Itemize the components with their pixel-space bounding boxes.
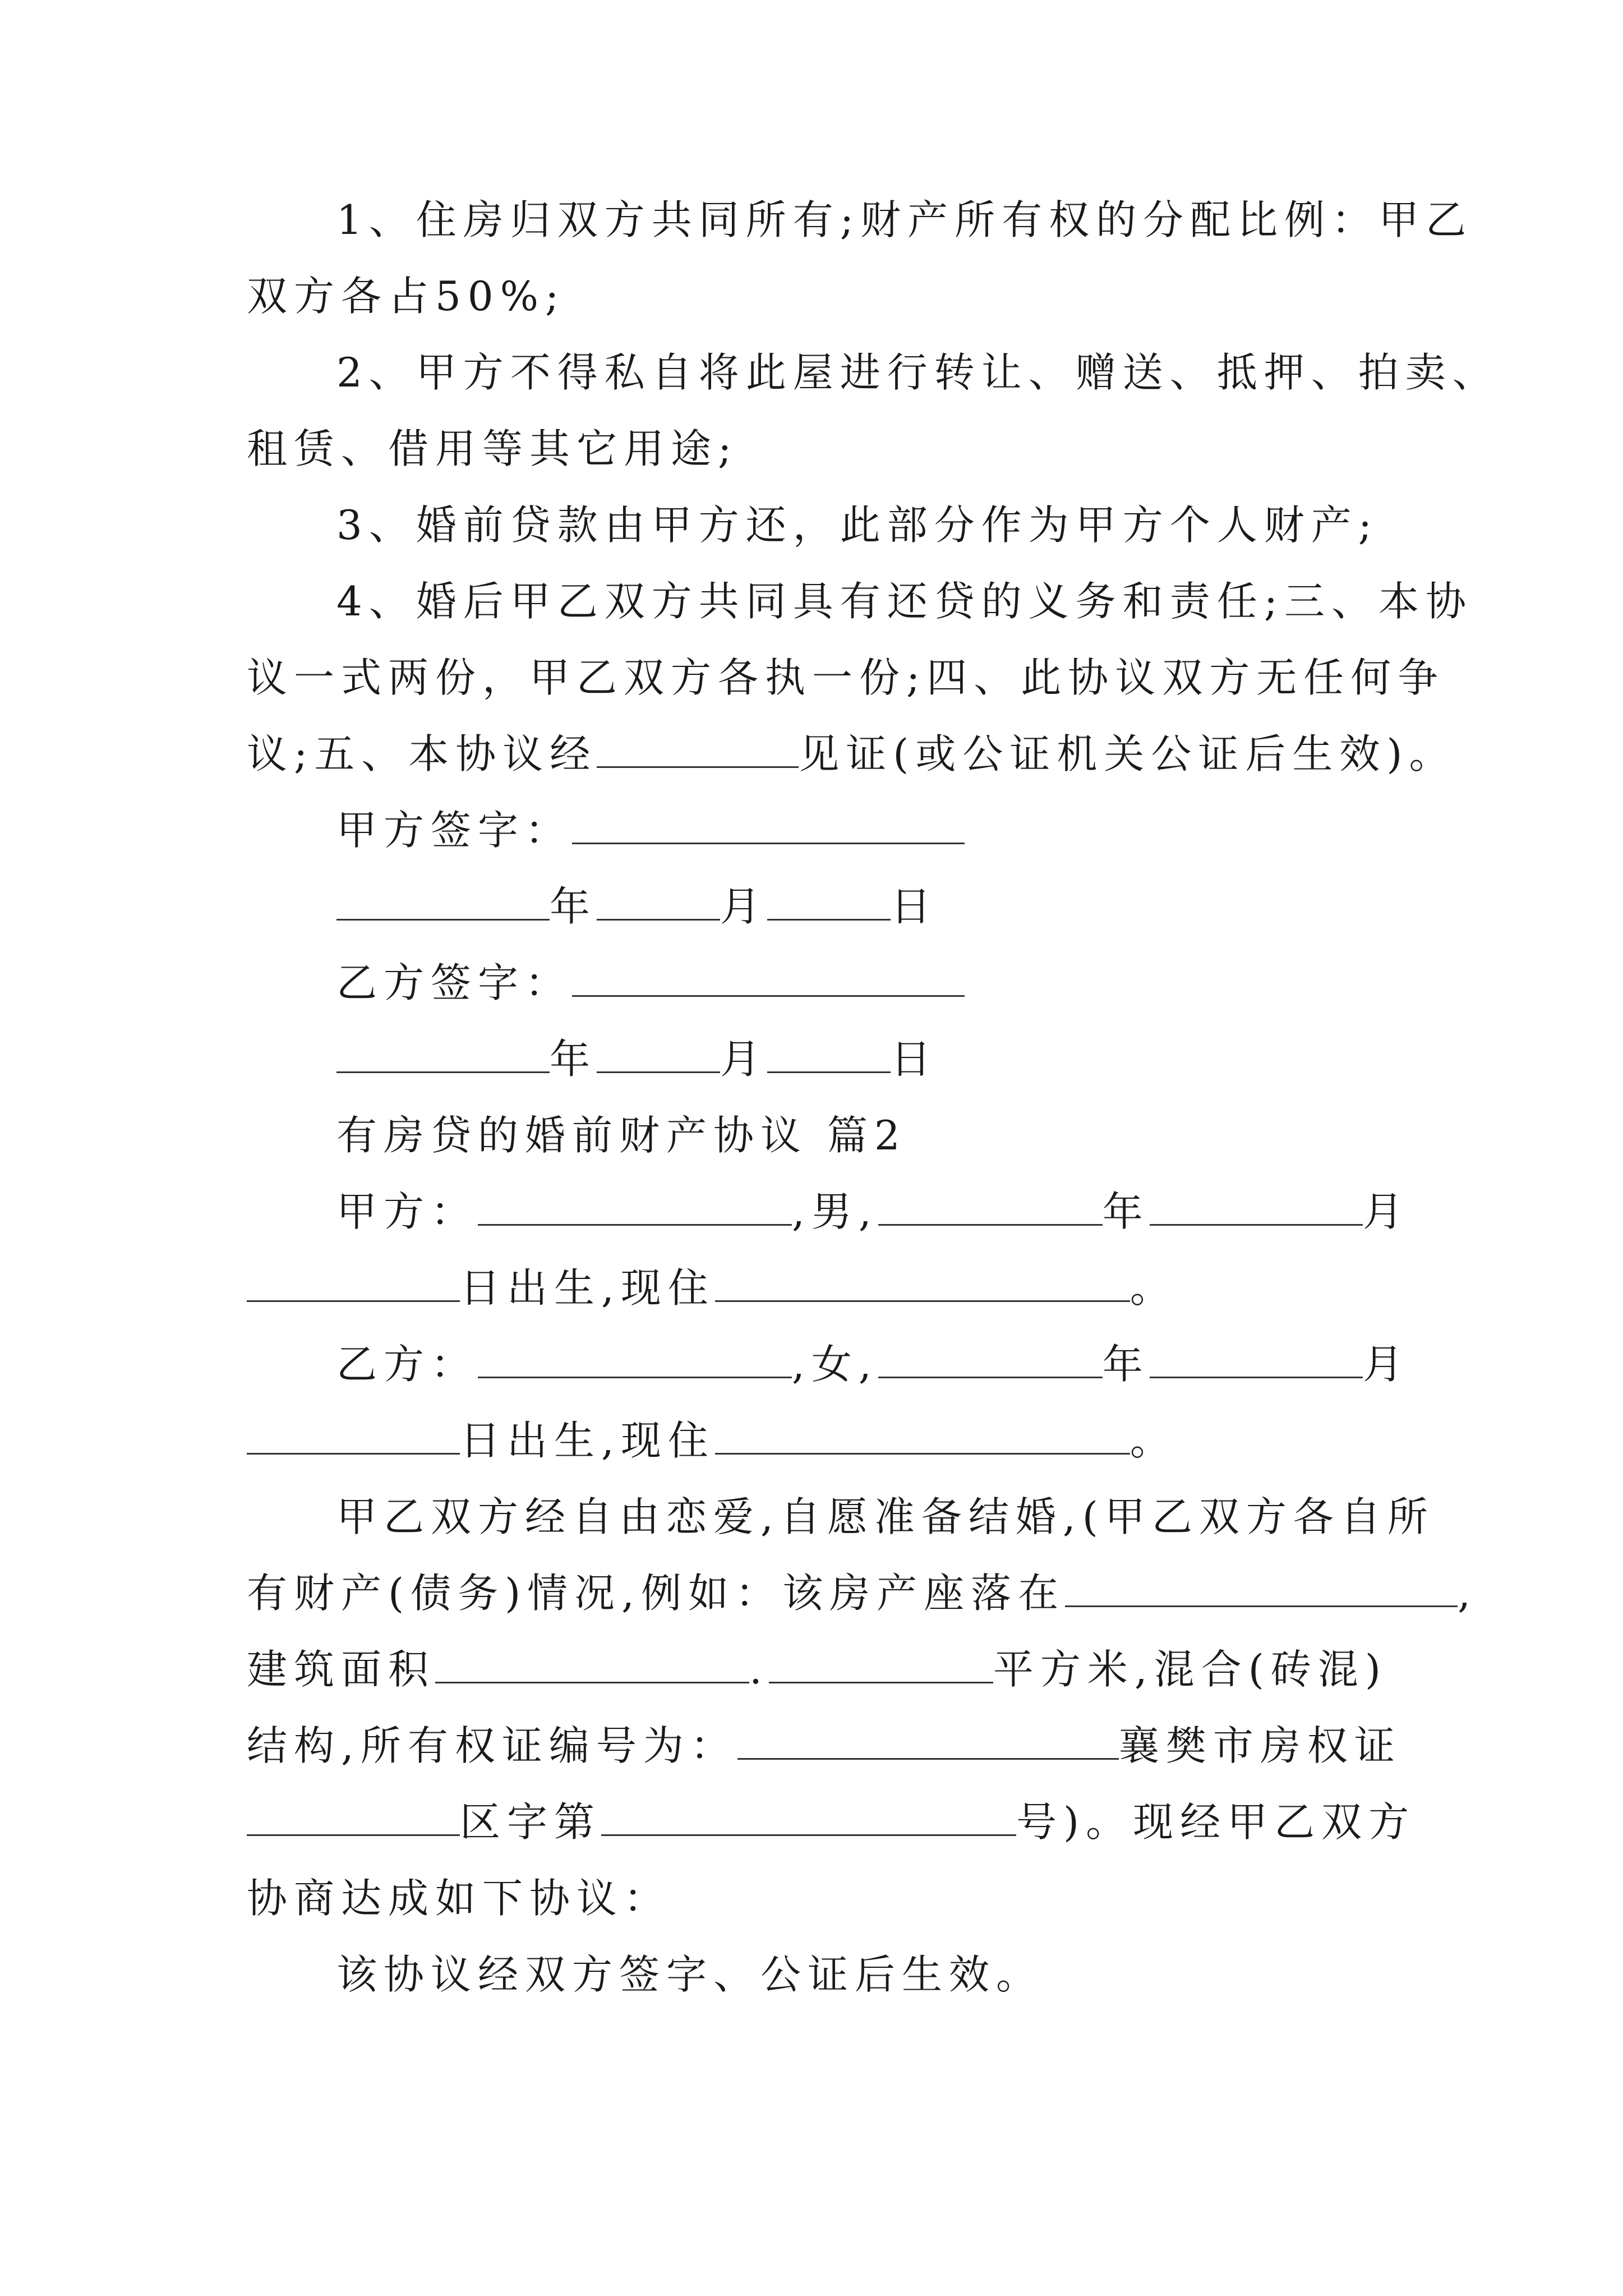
clause-1-line-1: 1、住房归双方共同所有;财产所有权的分配比例：甲乙	[336, 196, 1473, 243]
clause-3-line: 3、婚前贷款由甲方还，此部分作为甲方个人财产;	[336, 501, 1379, 549]
birth-day-blank	[247, 1260, 460, 1302]
address-blank	[715, 1412, 1130, 1455]
month-blank	[597, 878, 720, 921]
property-line-2: 有财产(债务)情况,例如：该房产座落在 ,	[247, 1565, 1477, 1621]
property-line-4: 结构,所有权证编号为： 襄樊市房权证	[247, 1718, 1401, 1774]
effective-clause: 该协议经双方签字、公证后生效。	[336, 1951, 1044, 1998]
district-blank	[247, 1794, 460, 1836]
area-decimal-blank	[769, 1641, 993, 1683]
property-line-1: 甲乙双方经自由恋爱,自愿准备结婚,(甲乙双方各自所	[336, 1493, 1435, 1540]
address-blank	[715, 1260, 1130, 1302]
party-a-info-line-2: 日出生,现住 。	[247, 1260, 1177, 1316]
day-blank	[767, 1031, 891, 1073]
clause-4-line-3: 议;五、本协议经 见证(或公证机关公证后生效)。	[247, 726, 1456, 782]
day-blank	[767, 878, 891, 921]
section-title: 有房贷的婚前财产协议 篇2	[336, 1112, 907, 1159]
party-b-info-line-1: 乙方： ,女, 年 月	[336, 1336, 1410, 1392]
party-b-signature-blank	[572, 955, 965, 997]
birth-year-blank	[878, 1184, 1103, 1226]
year-blank	[336, 1031, 550, 1073]
certificate-serial-blank	[601, 1794, 1016, 1836]
area-integer-blank	[435, 1641, 749, 1683]
party-b-info-line-2: 日出生,现住 。	[247, 1412, 1177, 1469]
party-b-signature-line: 乙方签字：	[336, 955, 965, 1011]
location-blank	[1065, 1565, 1458, 1607]
clause-2-line-1: 2、甲方不得私自将此屋进行转让、赠送、抵押、拍卖、	[336, 349, 1500, 396]
birth-year-blank	[878, 1336, 1103, 1378]
witness-blank	[597, 726, 799, 768]
clause-4-line-1: 4、婚后甲乙双方共同具有还贷的义务和责任;三、本协	[336, 578, 1473, 625]
party-a-name-blank	[478, 1184, 792, 1226]
property-line-3: 建筑面积 . 平方米,混合(砖混)	[247, 1641, 1387, 1697]
birth-month-blank	[1150, 1336, 1363, 1378]
party-a-signature-line: 甲方签字：	[336, 802, 965, 858]
party-b-date-line: 年 月 日	[336, 1031, 938, 1087]
birth-day-blank	[247, 1412, 460, 1455]
party-a-date-line: 年 月 日	[336, 878, 938, 935]
clause-1-line-2: 双方各占50%;	[247, 273, 566, 320]
property-line-6: 协商达成如下协议：	[247, 1875, 671, 1922]
certificate-number-blank	[737, 1718, 1119, 1760]
party-b-name-blank	[478, 1336, 792, 1378]
year-blank	[336, 878, 550, 921]
month-blank	[597, 1031, 720, 1073]
party-a-info-line-1: 甲方： ,男, 年 月	[336, 1184, 1410, 1240]
birth-month-blank	[1150, 1184, 1363, 1226]
party-a-signature-blank	[572, 802, 965, 844]
clause-4-line-2: 议一式两份，甲乙双方各执一份;四、此协议双方无任何争	[247, 654, 1445, 701]
property-line-5: 区字第 号)。现经甲乙双方	[247, 1794, 1415, 1850]
clause-2-line-2: 租赁、借用等其它用途;	[247, 425, 739, 472]
